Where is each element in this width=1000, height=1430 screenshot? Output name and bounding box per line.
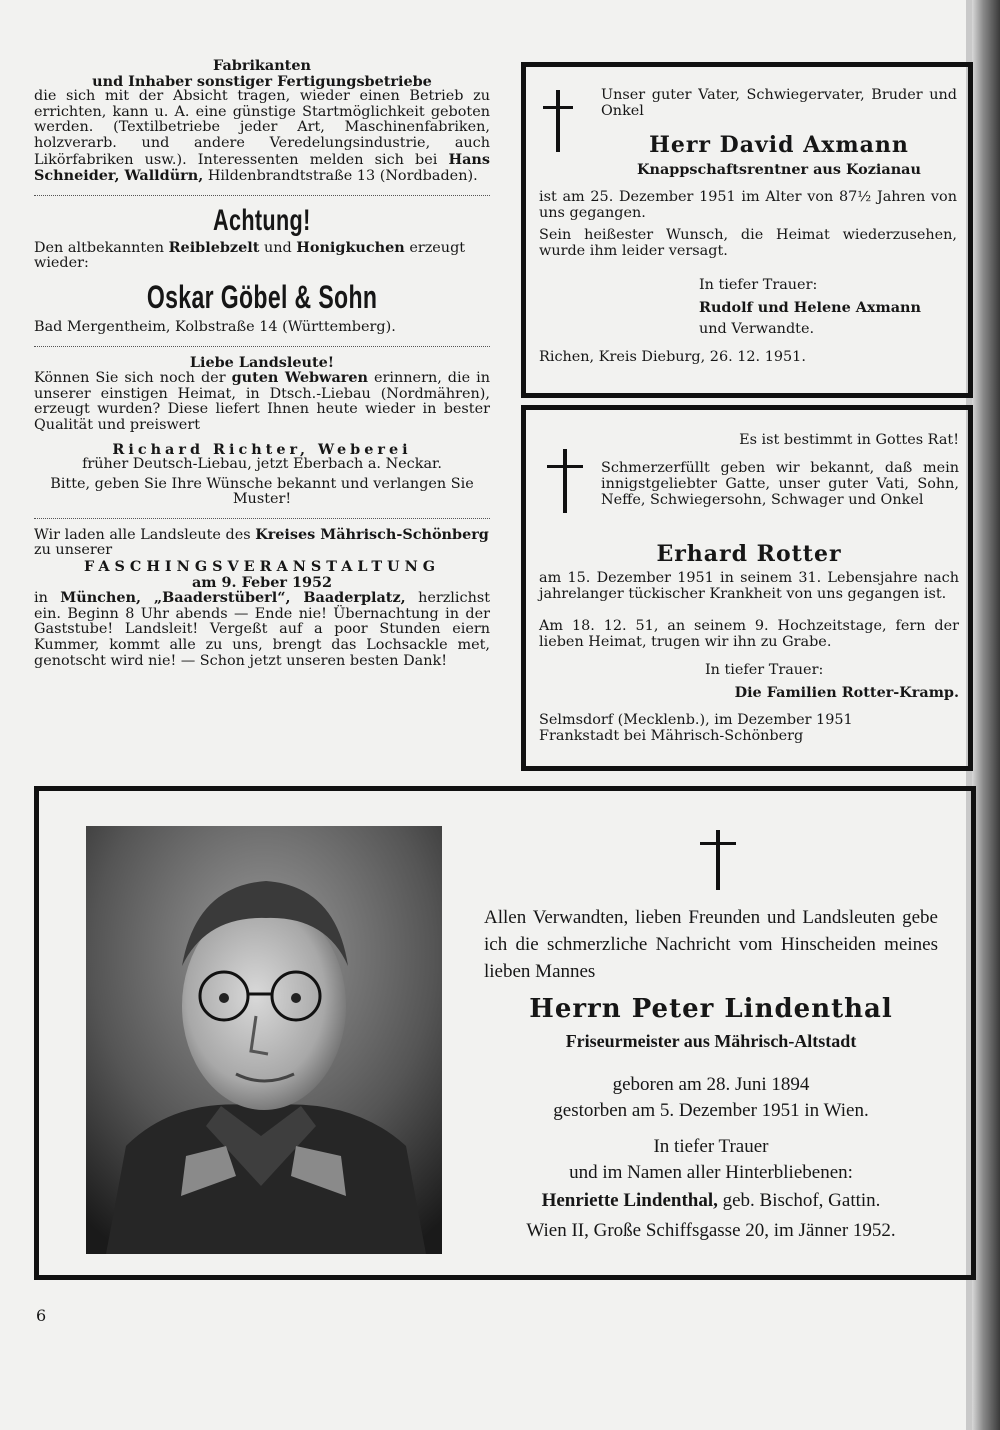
ad1-contact-addr: Hildenbrandtstraße 13 (Nordbaden). [207, 168, 478, 185]
n3-mourning2: und im Namen aller Hinterbliebenen: [569, 1162, 853, 1183]
n3-address: Wien II, Große Schiffsgasse 20, im Jänner 1952. [526, 1220, 896, 1241]
n2-mourning: In tiefer Trauer: [705, 662, 824, 678]
cross-icon [700, 830, 736, 890]
page-number: 6 [36, 1306, 47, 1325]
ad4-event: FASCHINGSVERANSTALTUNG [83, 558, 441, 576]
n3-died: gestorben am 5. Dezember 1951 in Wien. [553, 1100, 869, 1121]
ad3-former: früher Deutsch-Liebau, jetzt Eberbach a. Neckar. [82, 456, 442, 473]
n2-text1: am 15. Dezember 1951 in seinem 31. Lebensjahre nach jahrelanger tückischer Krankheit von uns gegangen ist. [539, 570, 959, 602]
ad2-product1: Reiblebzelt [168, 238, 260, 256]
ad2-intro [34, 240, 490, 272]
ad4-intro2: zu unserer [34, 542, 113, 559]
ad-fabrikanten [34, 58, 490, 185]
n1-name: Herr David Axmann [649, 132, 909, 158]
ad3-closing: Bitte, geben Sie Ihre Wünsche bekannt und verlangen Sie Muster! [50, 475, 474, 508]
n3-widow-line [484, 1188, 938, 1214]
separator [34, 518, 490, 519]
n1-text1: ist am 25. Dezember 1951 im Alter von 87½ Jahren von uns gegangen. [539, 189, 957, 221]
ad3-company: Richard Richter, Weberei [112, 440, 412, 458]
ad2-company-wrap [34, 278, 490, 316]
n3-born: geboren am 28. Juni 1894 [612, 1074, 810, 1095]
ad2-product2: Honigkuchen [296, 238, 405, 256]
n3-mourning1: In tiefer Trauer [653, 1136, 769, 1157]
ad-landsleute [34, 355, 490, 508]
n3-intro: Allen Verwandten, lieben Freunden und Landsleuten gebe ich die schmerzliche Nachricht vom Hinscheiden meines lieben Mannes [484, 907, 938, 982]
n2-place2: Frankstadt bei Mährisch-Schönberg [539, 728, 804, 744]
n1-mourners: Rudolf und Helene Axmann [699, 299, 921, 316]
ad3-body [34, 370, 490, 433]
ad4-date: am 9. Feber 1952 [191, 573, 333, 591]
ad4-location: München, „Baaderstüberl“, Baaderplatz, [60, 589, 406, 607]
ad4-body [34, 590, 490, 669]
n1-opening: Unser guter Vater, Schwiegervater, Bruder und Onkel [601, 87, 957, 119]
ad1-title2: und Inhaber sonstiger Fertigungsbetriebe [92, 72, 432, 90]
ad3-heading: Liebe Landsleute! [189, 353, 335, 371]
n3-name: Herrn Peter Lindenthal [529, 994, 893, 1024]
ad4-intro [34, 527, 490, 559]
ad2-company: Oskar Göbel & Sohn [146, 278, 378, 315]
n2-verse: Es ist bestimmt in Gottes Rat! [739, 432, 959, 448]
n2-text2: Am 18. 12. 51, an seinem 9. Hochzeitstage, fern der lieben Heimat, trugen wir ihn zu Grabe. [539, 618, 959, 650]
n2-name: Erhard Rotter [656, 541, 842, 567]
ad4-loc-pre: in [34, 590, 48, 607]
ad4-body-text: herzlichst ein. Beginn 8 Uhr abends — Ende nie! Übernachtung in der Gaststube! Landsleit! Vergeßt auf a poor Stunden eiern Kummer, kommt alle zu uns, brengt das Lochsackle met, genotscht wird nie! — Schon jetzt unseren besten Dank! [34, 590, 491, 669]
n1-text2: Sein heißester Wunsch, die Heimat wiederzusehen, wurde ihm leider versagt. [539, 227, 957, 259]
separator [34, 346, 490, 347]
ad1-title1: Fabrikanten [213, 57, 311, 74]
obituary-axmann [521, 62, 973, 398]
n3-widow-rest: geb. Bischof, Gattin. [722, 1190, 881, 1211]
n2-opening: Schmerzerfüllt geben wir bekannt, daß mein innigstgeliebter Gatte, unser guter Vati, Sohn, Neffe, Schwiegersohn, Schwager und Onkel [601, 460, 959, 508]
ad1-body-text: die sich mit der Absicht tragen, wieder einen Betrieb zu errichten, kann u. A. eine günstige Startmöglichkeit geboten werden. (Textilbetriebe jeder Art, Maschinenfabriken, holzverarb. und andere Veredelungsindustrie, auch Likörfabriken usw.). Interessenten melden sich bei [34, 88, 490, 168]
ad4-kreis: Kreises Mährisch-Schönberg [255, 525, 489, 543]
ad-fasching [34, 527, 490, 669]
ad2-headline-wrap [34, 204, 490, 238]
ad2-intro3: erzeugt wieder: [34, 239, 466, 272]
n1-mourning: In tiefer Trauer: [699, 277, 818, 293]
obituary-lindenthal [34, 786, 976, 1280]
n3-widow: Henriette Lindenthal, [541, 1190, 718, 1211]
left-column [34, 58, 490, 669]
cross-icon [547, 449, 583, 513]
n2-place1: Selmsdorf (Mecklenb.), im Dezember 1951 [539, 712, 853, 728]
n1-occupation: Knappschaftsrentner aus Kozianau [637, 161, 921, 178]
ad2-address: Bad Mergentheim, Kolbstraße 14 (Württemberg). [34, 318, 396, 335]
n1-place-date: Richen, Kreis Dieburg, 26. 12. 1951. [539, 349, 806, 365]
ad2-intro2: und [263, 239, 292, 256]
n1-relatives: und Verwandte. [699, 321, 815, 337]
ad2-intro1: Den altbekannten [34, 239, 164, 256]
cross-icon [543, 90, 573, 152]
portrait-illustration [86, 826, 442, 1254]
n3-occupation: Friseurmeister aus Mährisch-Altstadt [565, 1031, 857, 1051]
separator [34, 195, 490, 196]
ad3-body2: erinnern, die in unserer einstigen Heimat, in Dtsch.-Liebau (Nordmähren), erzeugt wurden? Diese liefert Ihnen heute wieder in bester Qualität und preiswert [34, 370, 491, 433]
ad3-body1: Können Sie sich noch der [34, 370, 226, 387]
ad1-contact-name: Hans Schneider, Walldürn, [34, 150, 491, 185]
ad-achtung [34, 204, 490, 336]
portrait-photo [86, 826, 442, 1254]
ad3-bold1: guten Webwaren [231, 369, 368, 387]
ad4-intro-text: Wir laden alle Landsleute des [34, 526, 251, 543]
obituary-rotter [521, 405, 973, 771]
ad1-body [34, 89, 490, 185]
ad2-headline: Achtung! [213, 203, 311, 237]
n2-mourners: Die Familien Rotter-Kramp. [734, 684, 959, 701]
book-spine-shadow [972, 0, 1000, 1430]
